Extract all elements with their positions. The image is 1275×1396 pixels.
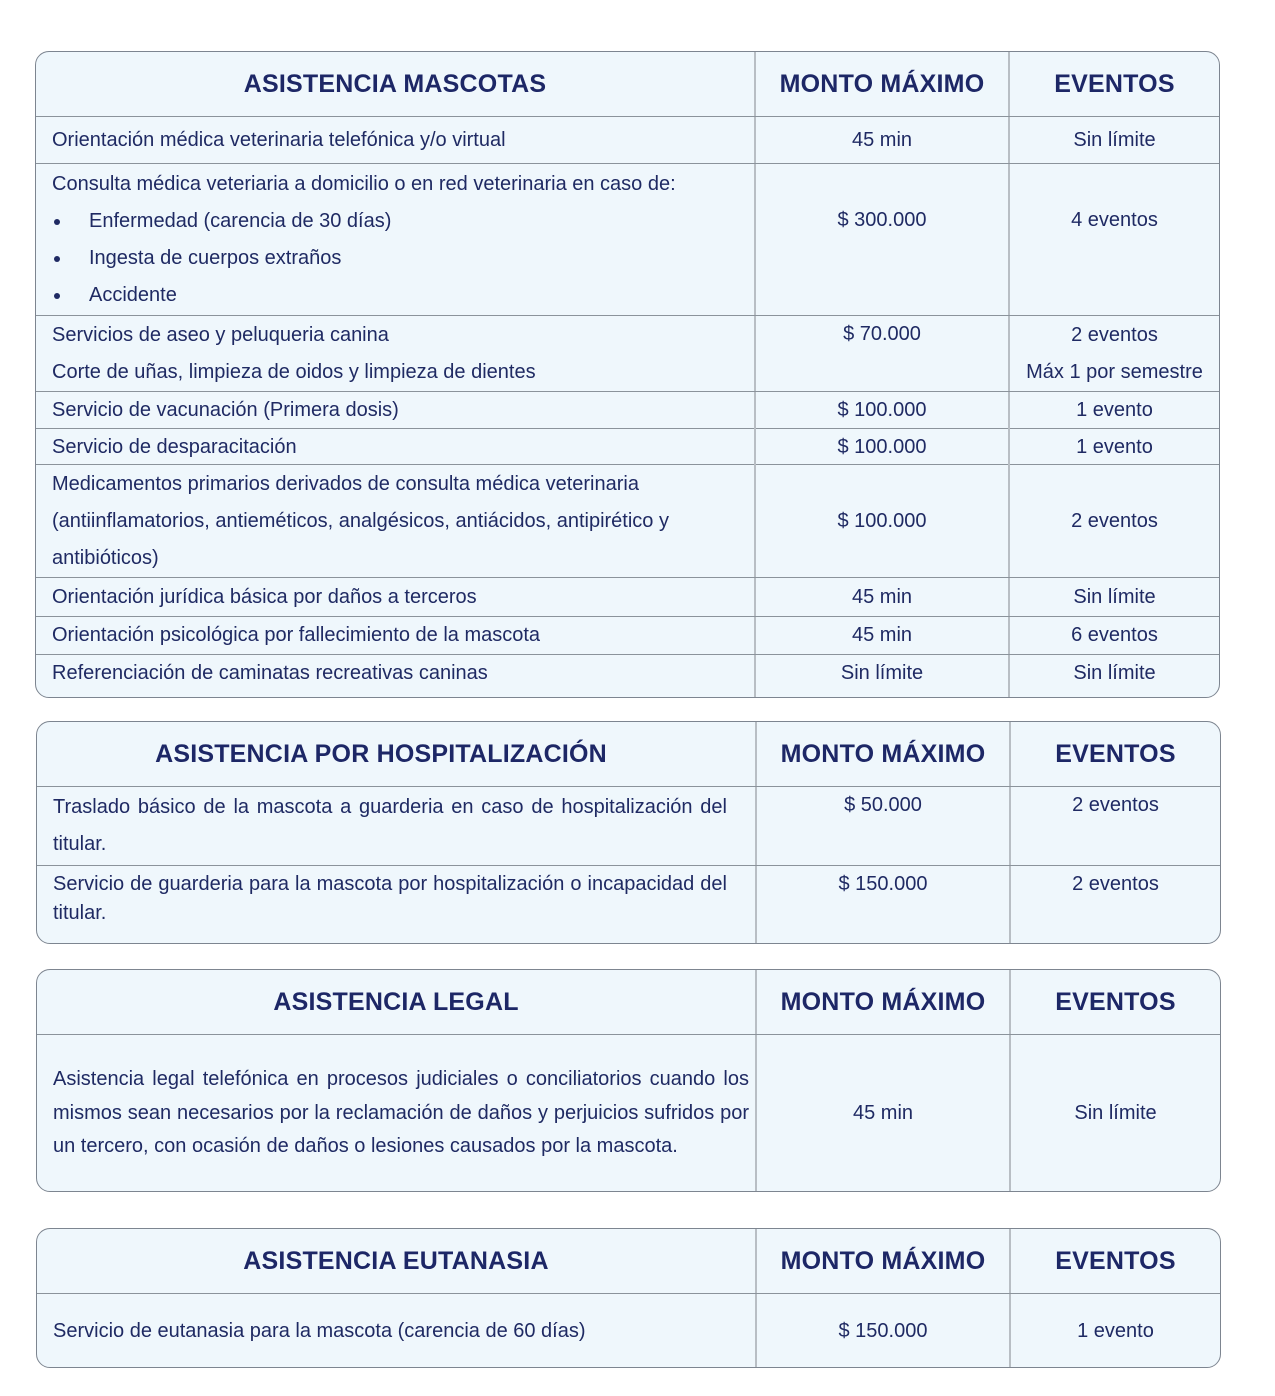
row-description [37, 787, 757, 865]
table-row [36, 429, 1219, 465]
row-description-intro: Consulta médica veteriaria a domicilio o en red veterinaria en caso de: [52, 172, 676, 195]
row-amount: 45 min [756, 578, 1010, 616]
row-description [36, 316, 756, 391]
row-description: Servicio de vacunación (Primera dosis) [36, 392, 756, 429]
table-row [36, 465, 1219, 578]
row-amount-value: $ 70.000 [843, 323, 921, 345]
row-events-value: 2 eventos [1072, 873, 1159, 895]
column-header-events: EVENTOS [1055, 987, 1176, 1016]
table-header [37, 970, 1220, 1035]
table-asistencia-hospitalizacion [36, 721, 1221, 944]
row-description: Servicio de desparacitación [36, 429, 756, 466]
table-row [36, 578, 1219, 617]
section-title: ASISTENCIA LEGAL [37, 970, 757, 1034]
row-events-value: 2 eventos [1071, 323, 1158, 346]
row-amount: 45 min [757, 1035, 1011, 1192]
row-events: 1 evento [1077, 1319, 1154, 1342]
table-row [36, 117, 1219, 164]
row-events [1011, 787, 1220, 865]
table-header [37, 722, 1220, 787]
row-events [1011, 866, 1220, 944]
column-header-amount: MONTO MÁXIMO [757, 970, 1011, 1034]
row-amount: $ 150.000 [757, 1294, 1011, 1368]
row-amount-value: Sin límite [840, 662, 924, 684]
list-item: Enfermedad (carencia de 30 días) [52, 203, 391, 240]
row-events: Sin límite [1074, 1102, 1157, 1124]
row-amount: 45 min [756, 117, 1010, 163]
row-amount-value: $ 150.000 [838, 873, 928, 895]
row-amount: $ 100.000 [756, 465, 1010, 577]
table-row [37, 866, 1220, 944]
row-description-line: Corte de uñas, limpieza de oidos y limpieza de dientes [52, 360, 536, 383]
row-events: Sin límite [1073, 585, 1156, 608]
row-amount [756, 655, 1010, 697]
section-title: ASISTENCIA EUTANASIA [37, 1229, 757, 1293]
row-description-text: Medicamentos primarios derivados de consulta médica veterinaria (antiinflamatorios, antieméticos, analgésicos, antiácidos, antipirético y antibióticos) [52, 472, 669, 569]
row-events [1010, 164, 1219, 315]
row-amount [756, 164, 1010, 315]
row-amount [757, 866, 1011, 944]
table-row [37, 1294, 1220, 1368]
row-description-line: Servicios de aseo y peluqueria canina [52, 323, 389, 346]
row-description [37, 1035, 757, 1192]
row-description [36, 655, 756, 697]
row-amount: 45 min [756, 617, 1010, 654]
list-item: Ingesta de cuerpos extraños [52, 240, 391, 277]
row-events: 1 evento [1076, 399, 1153, 421]
column-header-events: EVENTOS [1055, 739, 1176, 768]
row-description [36, 465, 756, 577]
row-description: Orientación psicológica por fallecimiento de la mascota [36, 617, 756, 654]
row-amount [756, 316, 1010, 391]
row-events-value: 4 eventos [1071, 209, 1158, 231]
row-events-value: 2 eventos [1072, 794, 1159, 816]
row-description: Orientación jurídica básica por daños a terceros [36, 578, 756, 616]
row-amount-value: $ 300.000 [837, 209, 927, 231]
row-events [1010, 655, 1219, 697]
column-header-events: EVENTOS [1054, 69, 1175, 98]
row-events: 1 evento [1076, 436, 1153, 458]
table-row [36, 655, 1219, 697]
row-events [1010, 316, 1219, 391]
table-row [37, 1035, 1220, 1192]
section-title: ASISTENCIA MASCOTAS [36, 52, 756, 116]
list-item: Accidente [52, 277, 391, 314]
column-header-amount: MONTO MÁXIMO [757, 1229, 1011, 1293]
row-events: 2 eventos [1071, 509, 1158, 532]
row-description [37, 866, 757, 944]
table-row [36, 617, 1219, 655]
row-description-text: Referenciación de caminatas recreativas caninas [52, 662, 488, 684]
row-amount-value: $ 50.000 [844, 794, 922, 816]
table-asistencia-eutanasia [36, 1228, 1221, 1368]
table-row [37, 787, 1220, 866]
row-events: Sin límite [1073, 128, 1156, 151]
table-header [37, 1229, 1220, 1294]
row-amount [757, 787, 1011, 865]
row-description [36, 164, 756, 315]
row-events: 6 eventos [1071, 624, 1158, 646]
table-row [36, 316, 1219, 392]
row-amount: $ 100.000 [756, 392, 1010, 429]
row-description: Servicio de eutanasia para la mascota (carencia de 60 días) [37, 1294, 757, 1368]
section-title: ASISTENCIA POR HOSPITALIZACIÓN [37, 722, 757, 786]
row-description-text: Traslado básico de la mascota a guarderia en caso de hospitalización del titular. [53, 796, 727, 855]
row-events-note: Máx 1 por semestre [1026, 360, 1203, 383]
column-header-amount: MONTO MÁXIMO [757, 722, 1011, 786]
table-asistencia-mascotas [35, 51, 1220, 698]
row-amount: $ 100.000 [756, 429, 1010, 466]
row-description-text: Asistencia legal telefónica en procesos judiciales o conciliatorios cuando los mismos sean necesarios por la reclamación de daños y perjuicios sufridos por un tercero, con ocasión de daños o lesiones causados por la mascota. [53, 1068, 749, 1158]
column-header-amount: MONTO MÁXIMO [756, 52, 1010, 116]
table-header [36, 52, 1219, 117]
table-row [36, 392, 1219, 429]
column-header-events: EVENTOS [1055, 1246, 1176, 1275]
table-row [36, 164, 1219, 316]
table-asistencia-legal [36, 969, 1221, 1192]
condition-list [52, 203, 391, 314]
row-events-value: Sin límite [1073, 662, 1156, 684]
row-description: Orientación médica veterinaria telefónica y/o virtual [36, 117, 756, 163]
row-description-text: Servicio de guarderia para la mascota por hospitalización o incapacidad del titular. [53, 873, 727, 924]
